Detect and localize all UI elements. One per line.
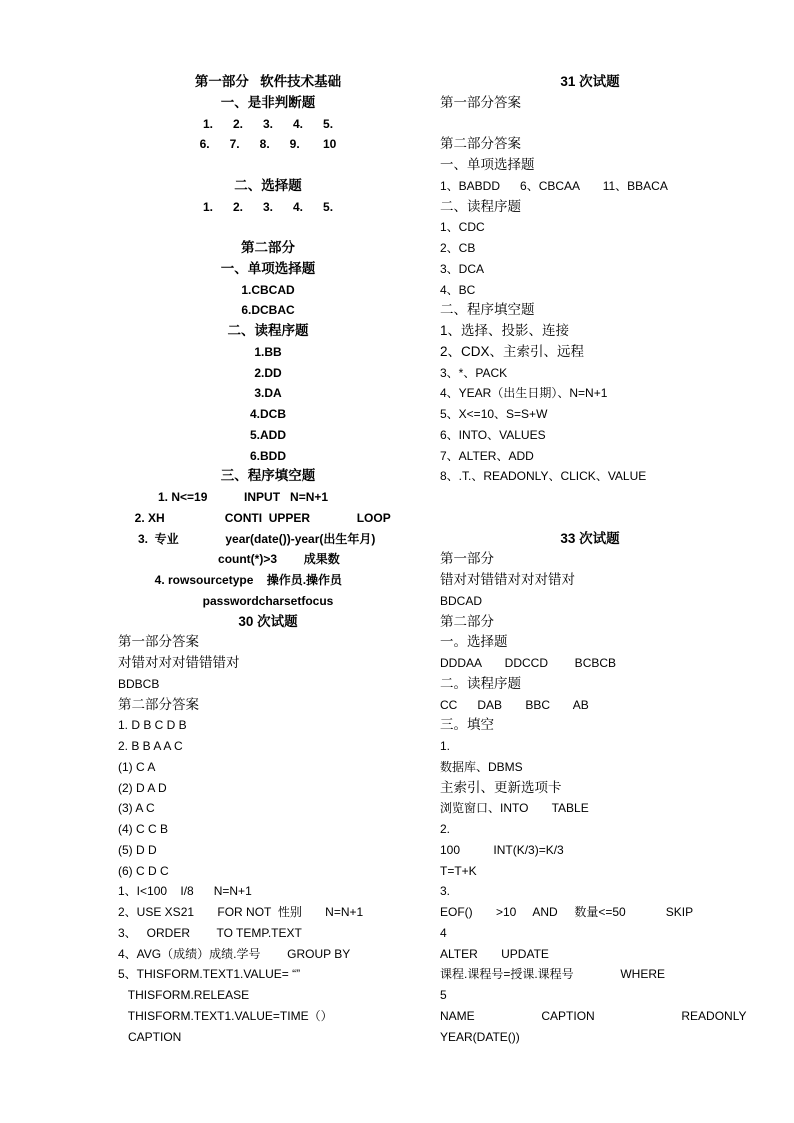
text-line: (2) D A D: [118, 780, 167, 795]
text-line: 一、是非判断题: [220, 94, 316, 110]
text-line: 2、CDX、主索引、远程: [440, 343, 585, 359]
text-line: (4) C C B: [118, 822, 169, 836]
text-line: 第一部分答案: [118, 634, 199, 650]
text-line: 6、INTO、VALUES: [440, 427, 546, 442]
text-line: 1. 2. 3. 4. 5.: [202, 199, 334, 214]
text-line: 浏览窗口、INTO TABLE: [440, 801, 589, 816]
text-line: 1. N<=19 INPUT N=N+1: [118, 490, 329, 504]
text-line: 31 次试题: [560, 74, 620, 89]
text-line: 第二部分: [241, 240, 295, 255]
text-line: NAME CAPTION READONLY: [440, 1008, 747, 1023]
text-line: 1. D B C D B: [118, 718, 187, 733]
text-line: 1、CDC: [440, 220, 485, 235]
text-line: [118, 217, 418, 238]
text-line: 4、BC: [440, 282, 476, 297]
text-line: BDCAD: [440, 593, 483, 608]
text-line: 6. 7. 8. 9. 10: [199, 137, 337, 152]
text-line: 二、读程序题: [440, 198, 521, 214]
text-line: 1. 2. 3. 4. 5.: [202, 116, 334, 131]
text-line: 3、*、PACK: [440, 365, 508, 380]
text-line: 2. B B A A C: [118, 739, 183, 753]
text-line: 30 次试题: [238, 613, 298, 629]
text-line: 1、BABDD 6、CBCAA 11、BBACA: [440, 178, 668, 193]
text-line: 二、选择题: [234, 177, 302, 193]
text-line: 7、ALTER、ADD: [440, 448, 534, 463]
text-line: (3) A C: [118, 801, 155, 816]
text-line: 6.BDD: [249, 448, 286, 463]
text-line: 一。选择题: [440, 634, 508, 650]
text-line: 1.BB: [254, 344, 282, 359]
text-line: 2. XH CONTI UPPER LOOP: [118, 510, 391, 525]
text-line: YEAR(DATE()): [440, 1029, 520, 1044]
text-line: 数据库、DBMS: [440, 759, 523, 774]
right-column: [440, 72, 747, 1047]
text-line: 三。填空: [440, 717, 494, 733]
text-line: (1) C A: [118, 759, 156, 774]
text-line: THISFORM.RELEASE: [118, 988, 250, 1002]
text-line: [440, 114, 740, 135]
text-line: 1.CBCAD: [241, 282, 295, 297]
text-line: 33 次试题: [560, 530, 620, 546]
text-line: THISFORM.TEXT1.VALUE=TIME（）: [118, 1008, 333, 1023]
text-line: 1.: [440, 739, 451, 753]
text-line: 2、CB: [440, 241, 476, 255]
text-line: 4、YEAR（出生日期）、N=N+1: [440, 386, 608, 401]
text-line: 4. rowsourcetype 操作员.操作员: [118, 573, 343, 587]
text-line: [440, 508, 740, 529]
text-line: CAPTION: [118, 1029, 182, 1044]
text-line: count(*)>3 成果数: [118, 552, 340, 567]
text-line: 三、程序填空题: [220, 468, 316, 484]
text-line: 5、THISFORM.TEXT1.VALUE= “”: [118, 967, 301, 982]
text-line: 4: [440, 925, 447, 940]
text-line: 5: [440, 988, 447, 1002]
text-line: 100 INT(K/3)=K/3: [440, 842, 564, 857]
text-line: 8、.T.、READONLY、CLICK、VALUE: [440, 469, 647, 484]
text-line: 课程.课程号=授课.课程号 WHERE: [440, 967, 666, 982]
text-line: DDDAA DDCCD BCBCB: [440, 656, 617, 670]
text-line: passwordcharsetfocus: [202, 593, 334, 608]
text-line: 主索引、更新选项卡: [440, 779, 562, 795]
text-line: 2、USE XS21 FOR NOT 性别 N=N+1: [118, 905, 364, 919]
text-line: 5、X<=10、S=S+W: [440, 407, 548, 421]
text-line: 第一部分答案: [440, 94, 521, 110]
text-line: 第二部分答案: [118, 696, 199, 712]
text-line: (6) C D C: [118, 863, 169, 878]
text-line: 第二部分答案: [440, 136, 521, 152]
text-line: 一、单项选择题: [440, 157, 535, 172]
text-line: 4.DCB: [249, 407, 286, 421]
text-line: 二、读程序题: [227, 323, 309, 338]
text-line: 一、单项选择题: [220, 260, 316, 276]
text-line: 对错对对对错错错对: [118, 655, 240, 670]
text-line: 3.DA: [254, 386, 282, 401]
text-line: 第一部分: [440, 551, 494, 567]
text-line: 二。读程序题: [440, 675, 521, 691]
text-line: 3.: [440, 884, 451, 899]
text-line: (5) D D: [118, 842, 157, 857]
text-line: 5.ADD: [249, 427, 286, 442]
text-line: 第一部分 软件技术基础: [194, 74, 342, 89]
text-line: [118, 155, 418, 176]
text-line: 2.: [440, 822, 451, 836]
text-line: 4、AVG（成绩）成绩.学号 GROUP BY: [118, 946, 351, 961]
text-line: 二、程序填空题: [440, 302, 535, 318]
text-line: [440, 487, 740, 508]
text-line: EOF() >10 AND 数量<=50 SKIP: [440, 905, 694, 919]
text-line: 第二部分: [440, 613, 494, 629]
text-line: CC DAB BBC AB: [440, 697, 589, 712]
text-line: 1、选择、投影、连接: [440, 323, 570, 338]
left-column: [118, 72, 418, 1047]
text-line: ALTER UPDATE: [440, 946, 549, 961]
text-line: 3、 ORDER TO TEMP.TEXT: [118, 925, 302, 940]
text-line: BDBCB: [118, 676, 160, 691]
text-line: 1、I<100 I/8 N=N+1: [118, 884, 252, 899]
text-line: 3、DCA: [440, 261, 485, 276]
text-line: 错对对错错对对对错对: [440, 572, 575, 587]
text-line: 2.DD: [254, 365, 282, 380]
text-line: 3. 专业 year(date())-year(出生年月): [118, 531, 376, 546]
text-line: T=T+K: [440, 863, 477, 878]
text-line: 6.DCBAC: [241, 303, 295, 318]
